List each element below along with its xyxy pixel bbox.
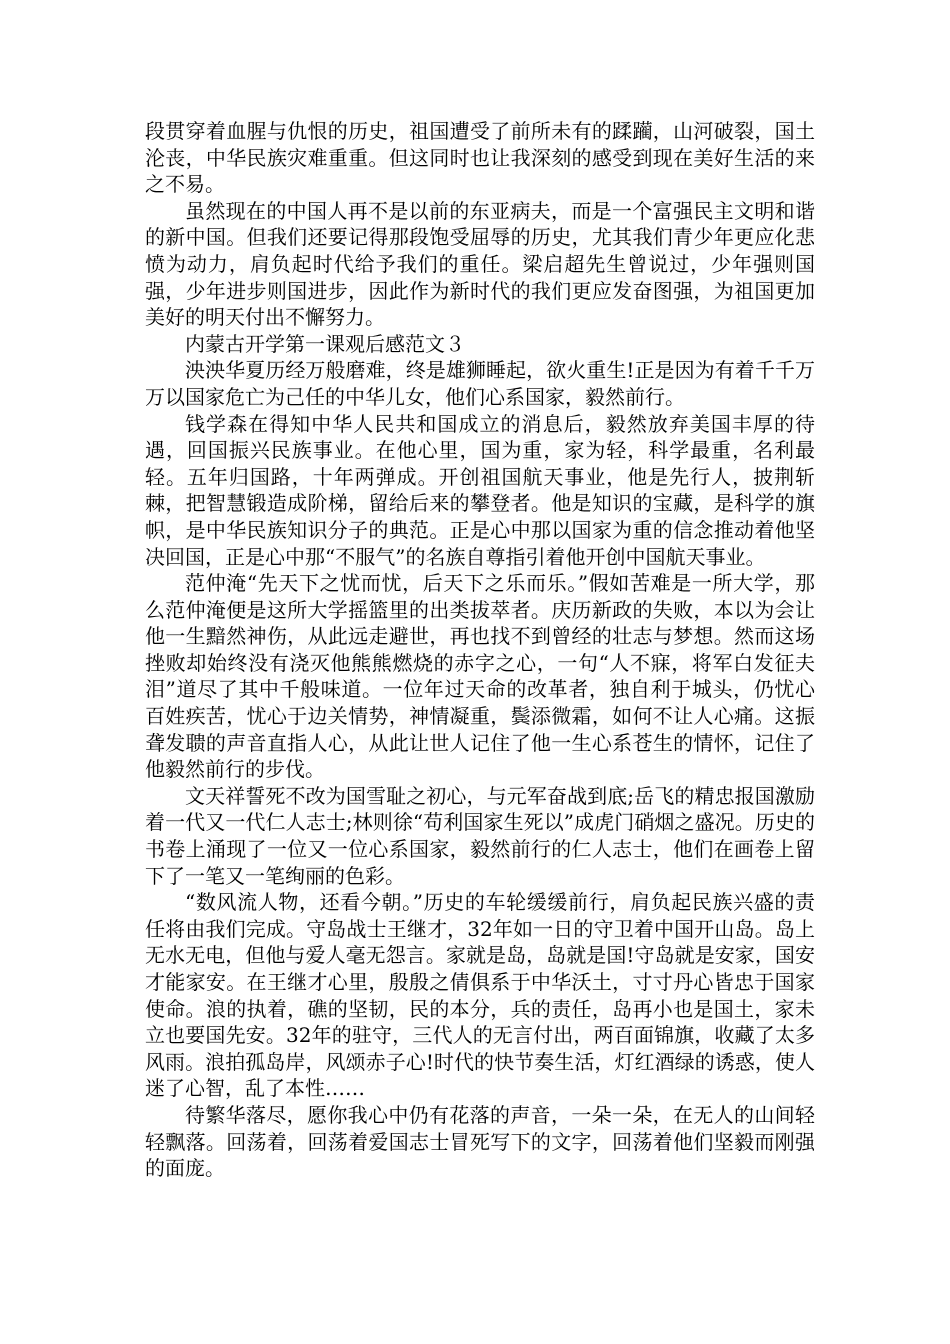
document-body — [145, 118, 815, 1182]
paragraph-continuation: 段贯穿着血腥与仇恨的历史，祖国遭受了前所未有的蹂躏，山河破裂，国土沦丧，中华民族灾难重重。但这同时也让我深刻的感受到现在美好生活的来之不易。 — [145, 119, 815, 197]
paragraph: 待繁华落尽，愿你我心中仍有花落的声音，一朵一朵，在无人的山间轻轻飘落。回荡着，回荡着爱国志士冒死写下的文字，回荡着他们坚毅而刚强的面庞。 — [145, 1102, 815, 1181]
paragraph: 钱学森在得知中华人民共和国成立的消息后，毅然放弃美国丰厚的待遇，回国振兴民族事业。在他心里，国为重，家为轻，科学最重，名利最轻。五年归国路，十年两弹成。开创祖国航天事业，他是先行人，披荆斩棘，把智慧锻造成阶梯，留给后来的攀登者。他是知识的宝藏，是科学的旗帜，是中华民族知识分子的典范。正是心中那以国家为重的信念推动着他坚决回国，正是心中那“不服气”的名族自尊指引着他开创中国航天事业。 — [145, 411, 815, 569]
section-heading: 内蒙古开学第一课观后感范文３ — [185, 331, 465, 356]
paragraph: “数风流人物，还看今朝。”历史的车轮缓缓前行，肩负起民族兴盛的责任将由我们完成。守岛战士王继才，32年如一日的守卫着中国开山岛。岛上无水无电，但他与爱人毫无怨言。家就是岛，岛就是国!守岛就是安家，国安才能家安。在王继才心里，殷殷之倩俱系于中华沃土，寸寸丹心皆忠于国家使命。浪的执着，礁的坚韧，民的本分，兵的责任，岛再小也是国土，家未立也要国先安。32年的驻守，三代人的无言付出，两百面锦旗，收藏了太多风雨。浪拍孤岛岸，风颂赤子心!时代的快节奏生活，灯红酒绿的诱惑，使人迷了心智，乱了本性…… — [145, 890, 815, 1101]
paragraph: 泱泱华夏历经万般磨难，终是雄狮睡起，欲火重生!正是因为有着千千万万以国家危亡为己任的中华儿女，他们心系国家，毅然前行。 — [145, 358, 815, 409]
paragraph: 虽然现在的中国人再不是以前的东亚病夫，而是一个富强民主文明和谐的新中国。但我们还要记得那段饱受屈辱的历史，尤其我们青少年更应化悲愤为动力，肩负起时代给予我们的重任。梁启超先生曾说过，少年强则国强，少年进步则国进步，因此作为新时代的我们更应发奋图强，为祖国更加美好的明天付出不懈努力。 — [145, 198, 815, 330]
paragraph: 文天祥誓死不改为国雪耻之初心，与元军奋战到底;岳飞的精忠报国激励着一代又一代仁人志士;林则徐“苟利国家生死以”成虎门硝烟之盛况。历史的书卷上涌现了一位又一位心系国家，毅然前行的仁人志士，他们在画卷上留下了一笔又一笔绚丽的色彩。 — [145, 783, 815, 888]
paragraph: 范仲淹“先天下之忧而忧，后天下之乐而乐。”假如苦难是一所大学，那么范仲淹便是这所大学摇篮里的出类拔萃者。庆历新政的失败，本以为会让他一生黯然神伤，从此远走避世，再也找不到曾经的壮志与梦想。然而这场挫败却始终没有浇灭他熊熊燃烧的赤字之心，一句“人不寐，将军白发征夫泪”道尽了其中千般味道。一位年过天命的改革者，独自利于城头，仍忧心百姓疾苦，忧心于边关情势，神情凝重，鬓添微霜，如何不让人心痛。这振聋发聩的声音直指人心，从此让世人记住了他一生心系苍生的情怀，记住了他毅然前行的步伐。 — [145, 571, 815, 782]
